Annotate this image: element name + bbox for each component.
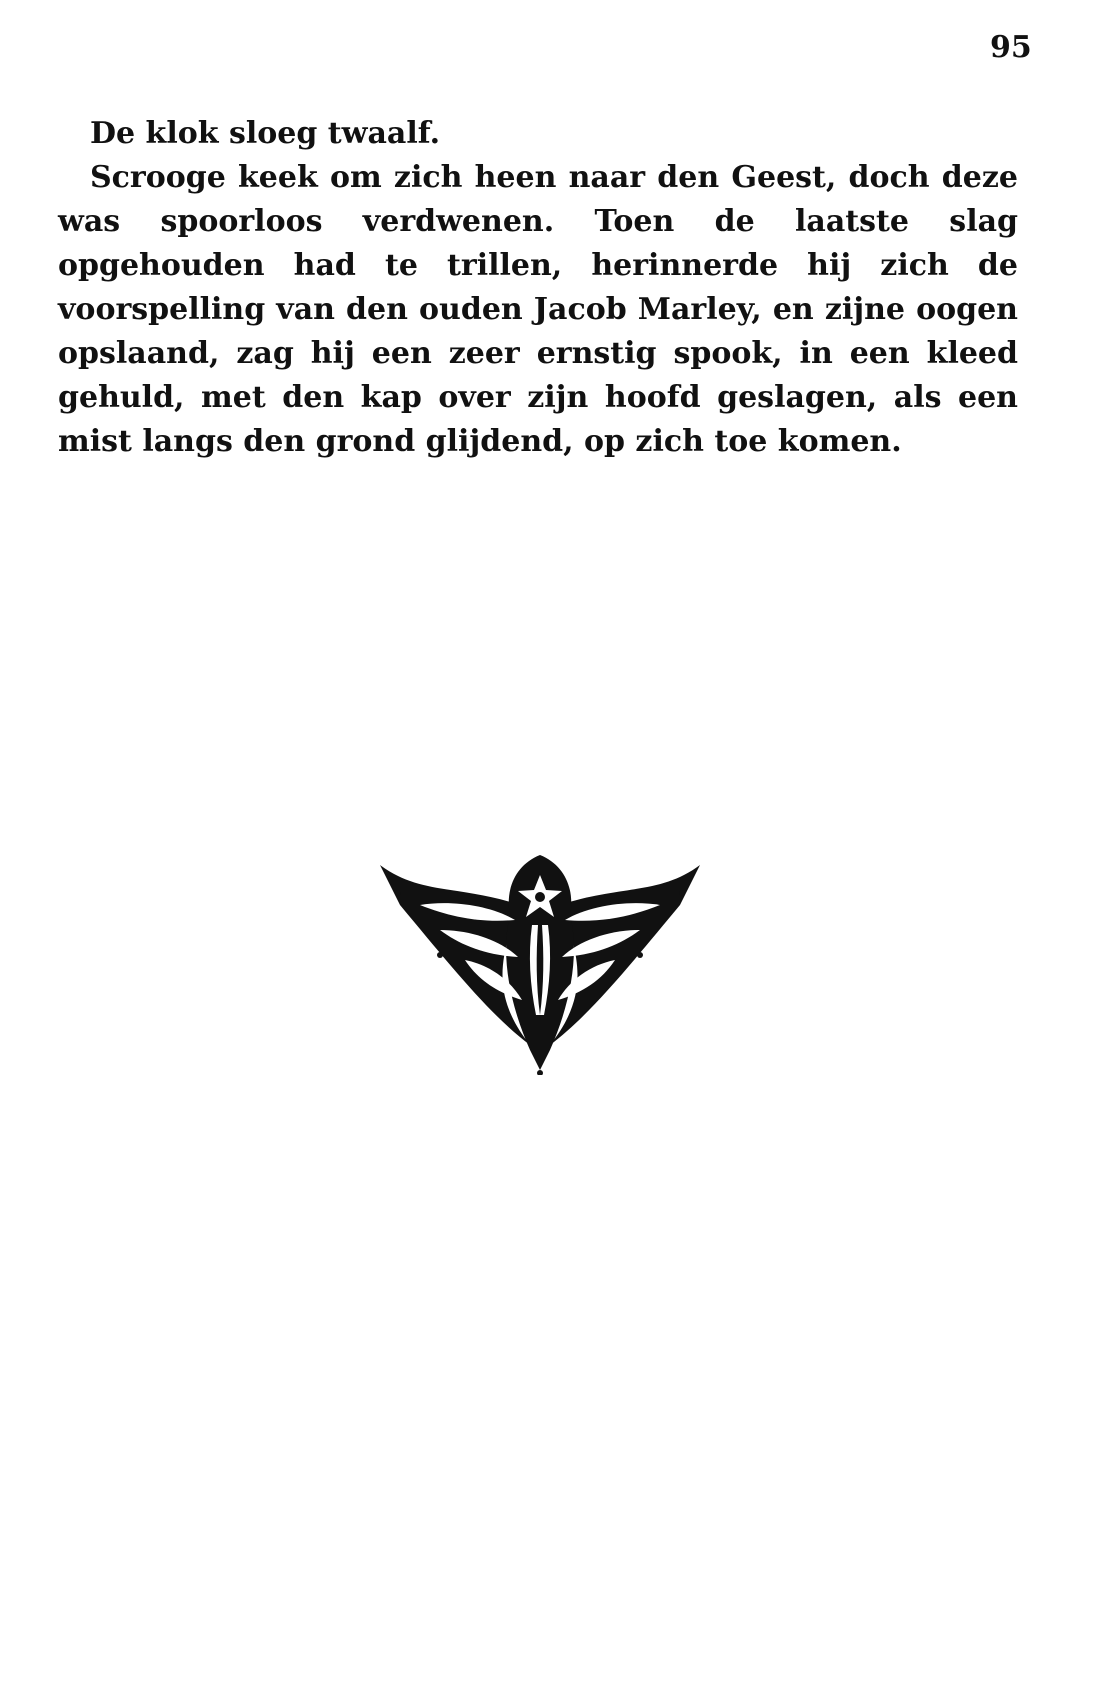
body-paragraph: Scrooge keek om zich heen naar den Geest, doch deze was spoorloos verdwenen. Toen de laatste slag opgehouden had te trillen, herinnerde hij zich de voorspelling van den ouden Jacob Marley, en zijne oogen opslaand, zag hij een zeer ernstig spook, in een kleed gehuld, met den kap over zijn hoofd geslagen, als een mist langs den grond glijdend, op zich toe komen. [58,160,1018,459]
opening-line: De klok sloeg twaalf. [90,116,441,151]
dot-right-wing [679,890,685,896]
dot-left-low [437,952,443,958]
center-dot [535,892,545,902]
winged-art-nouveau-vignette-icon [380,845,700,1075]
text-block [58,112,1018,464]
dot-right-low [637,952,643,958]
dot-left-wing [395,890,401,896]
page-number: 95 [990,30,1032,65]
dot-bottom [537,1070,543,1075]
